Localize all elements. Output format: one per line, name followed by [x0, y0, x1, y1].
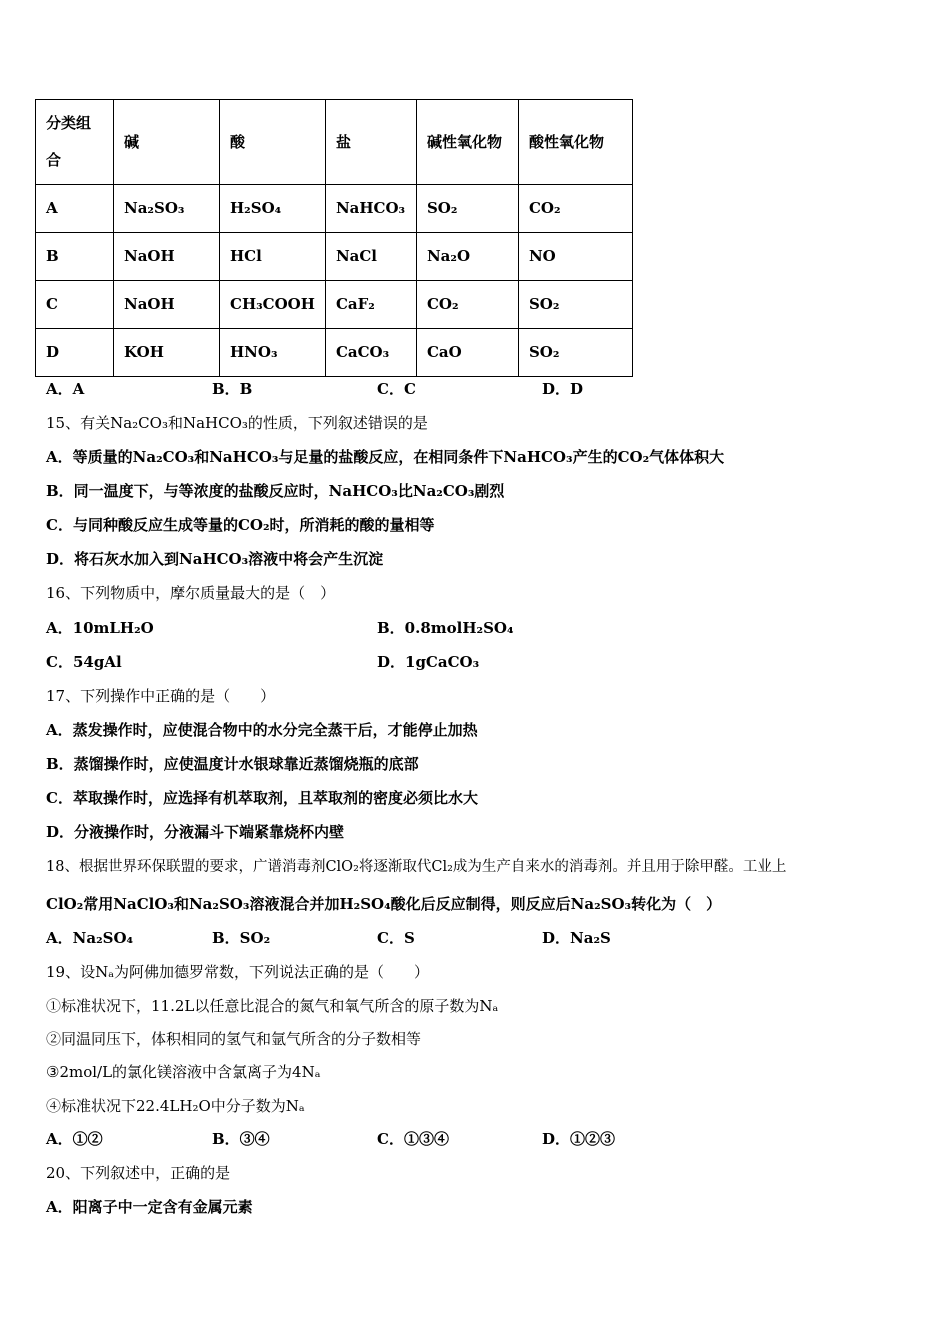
- cell-salt: CaF₂: [325, 281, 416, 329]
- q16-option-d: D．1gCaCO₃: [377, 653, 480, 671]
- q19-statement-3: ③2mol/L的氯化镁溶液中含氯离子为4Nₐ: [46, 1063, 321, 1081]
- cell-base: NaOH: [114, 281, 220, 329]
- q15-option-c: C．与同种酸反应生成等量的CO₂时，所消耗的酸的量相等: [46, 516, 435, 534]
- q15-option-a: A．等质量的Na₂CO₃和NaHCO₃与足量的盐酸反应，在相同条件下NaHCO₃产生的CO₂气体体积大: [46, 448, 725, 466]
- classification-table: [35, 99, 633, 377]
- cell-group: D: [36, 329, 114, 377]
- table-row: [36, 185, 633, 233]
- header-salt: 盐: [325, 100, 416, 185]
- cell-group: C: [36, 281, 114, 329]
- q19-statement-2: ②同温同压下，体积相同的氢气和氩气所含的分子数相等: [46, 1030, 422, 1048]
- q18-stem-line2: ClO₂常用NaClO₃和Na₂SO₃溶液混合并加H₂SO₄酸化后反应制得，则反应后Na₂SO₃转化为（ ）: [46, 895, 722, 913]
- cell-acid: H₂SO₄: [220, 185, 326, 233]
- q14-option-a: A．A: [46, 380, 85, 398]
- q18-option-a: A．Na₂SO₄: [46, 929, 134, 947]
- header-base: 碱: [114, 100, 220, 185]
- cell-acid: HCl: [220, 233, 326, 281]
- q19-statement-1: ①标准状况下，11.2L以任意比混合的氮气和氧气所含的原子数为Nₐ: [46, 997, 499, 1015]
- table-row: [36, 233, 633, 281]
- q18-option-d: D．Na₂S: [542, 929, 611, 947]
- q20-stem: 20、下列叙述中，正确的是: [46, 1164, 231, 1182]
- q16-stem: 16、下列物质中，摩尔质量最大的是（ ）: [46, 584, 336, 602]
- q19-option-a: A．①②: [46, 1130, 103, 1148]
- q16-option-b: B．0.8molH₂SO₄: [377, 619, 514, 637]
- q17-option-c: C．萃取操作时，应选择有机萃取剂，且萃取剂的密度必须比水大: [46, 789, 478, 807]
- q14-option-b: B．B: [212, 380, 253, 398]
- cell-acid: CH₃COOH: [220, 281, 326, 329]
- q15-stem: 15、有关Na₂CO₃和NaHCO₃的性质，下列叙述错误的是: [46, 414, 428, 432]
- cell-group: B: [36, 233, 114, 281]
- cell-basic-oxide: CaO: [416, 329, 518, 377]
- cell-acidic-oxide: SO₂: [518, 329, 632, 377]
- q17-option-a: A．蒸发操作时，应使混合物中的水分完全蒸干后，才能停止加热: [46, 721, 478, 739]
- cell-salt: CaCO₃: [325, 329, 416, 377]
- q17-option-d: D．分液操作时，分液漏斗下端紧靠烧杯内壁: [46, 823, 345, 841]
- q14-option-c: C．C: [377, 380, 416, 398]
- q16-option-a: A．10mLH₂O: [46, 619, 154, 637]
- cell-acid: HNO₃: [220, 329, 326, 377]
- q14-option-d: D．D: [542, 380, 584, 398]
- q19-option-b: B．③④: [212, 1130, 270, 1148]
- cell-basic-oxide: CO₂: [416, 281, 518, 329]
- q15-option-d: D．将石灰水加入到NaHCO₃溶液中将会产生沉淀: [46, 550, 384, 568]
- q19-option-d: D．①②③: [542, 1130, 616, 1148]
- cell-base: Na₂SO₃: [114, 185, 220, 233]
- q16-option-c: C．54gAl: [46, 653, 122, 671]
- table-header-row: [36, 100, 633, 185]
- q19-stem: 19、设Nₐ为阿佛加德罗常数，下列说法正确的是（ ）: [46, 963, 430, 981]
- header-basic-oxide: 碱性氧化物: [416, 100, 518, 185]
- cell-basic-oxide: SO₂: [416, 185, 518, 233]
- cell-salt: NaHCO₃: [325, 185, 416, 233]
- header-acid: 酸: [220, 100, 326, 185]
- table-row: [36, 329, 633, 377]
- q17-stem: 17、下列操作中正确的是（ ）: [46, 687, 276, 705]
- q18-stem-line1: 18、根据世界环保联盟的要求，广谱消毒剂ClO₂将逐渐取代Cl₂成为生产自来水的消毒剂。并且用于除甲醛。工业上: [46, 859, 787, 875]
- cell-acidic-oxide: CO₂: [518, 185, 632, 233]
- cell-base: KOH: [114, 329, 220, 377]
- header-group: 分类组合: [36, 100, 114, 185]
- q19-statement-4: ④标准状况下22.4LH₂O中分子数为Nₐ: [46, 1097, 305, 1115]
- cell-acidic-oxide: NO: [518, 233, 632, 281]
- header-acidic-oxide: 酸性氧化物: [518, 100, 632, 185]
- table-row: [36, 281, 633, 329]
- cell-base: NaOH: [114, 233, 220, 281]
- cell-group: A: [36, 185, 114, 233]
- q15-option-b: B．同一温度下，与等浓度的盐酸反应时，NaHCO₃比Na₂CO₃剧烈: [46, 482, 505, 500]
- q19-option-c: C．①③④: [377, 1130, 449, 1148]
- q18-option-b: B．SO₂: [212, 929, 271, 947]
- cell-acidic-oxide: SO₂: [518, 281, 632, 329]
- cell-salt: NaCl: [325, 233, 416, 281]
- q17-option-b: B．蒸馏操作时，应使温度计水银球靠近蒸馏烧瓶的底部: [46, 755, 419, 773]
- q18-option-c: C．S: [377, 929, 415, 947]
- q20-option-a: A．阳离子中一定含有金属元素: [46, 1198, 253, 1216]
- cell-basic-oxide: Na₂O: [416, 233, 518, 281]
